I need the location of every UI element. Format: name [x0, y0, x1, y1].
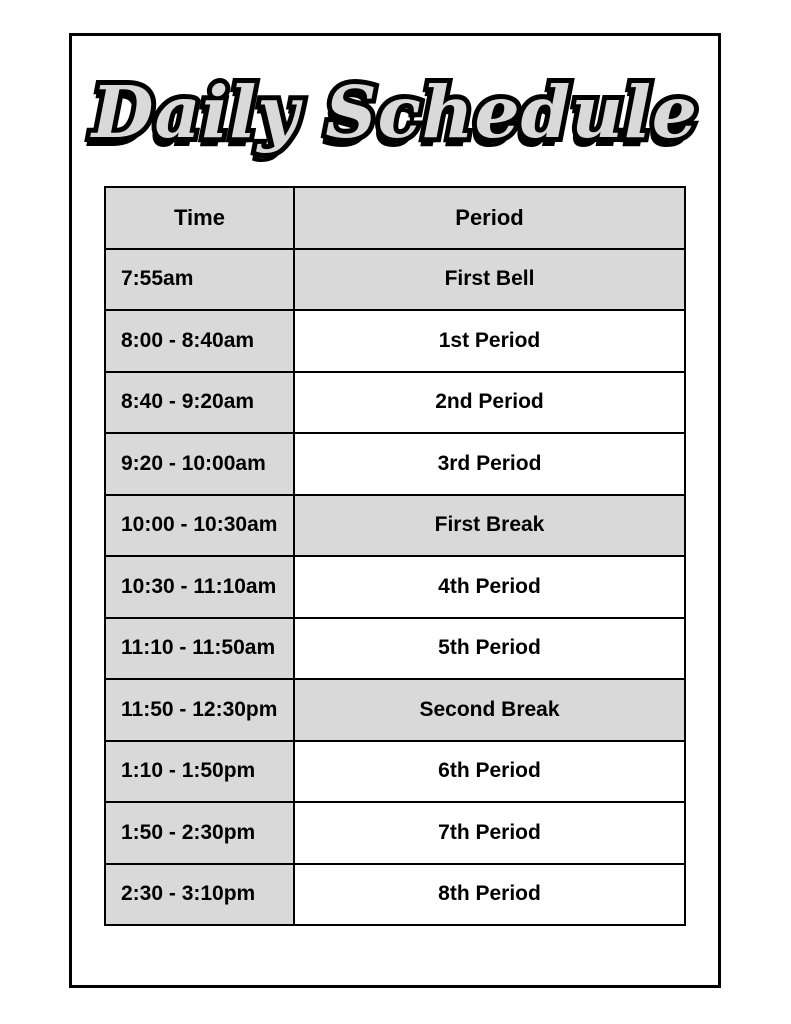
period-cell: 2nd Period [294, 372, 685, 434]
table-row [105, 556, 685, 618]
table-row [105, 618, 685, 680]
column-header-time: Time [105, 187, 294, 249]
page-title: Daily Schedule Daily Schedule [72, 70, 718, 154]
page-frame [69, 33, 721, 988]
table-row [105, 249, 685, 311]
period-cell: First Break [294, 495, 685, 557]
time-cell: 1:10 - 1:50pm [105, 741, 294, 803]
time-cell: 2:30 - 3:10pm [105, 864, 294, 926]
table-row [105, 433, 685, 495]
period-cell: First Bell [294, 249, 685, 311]
table-row [105, 679, 685, 741]
table-row [105, 864, 685, 926]
time-cell: 11:10 - 11:50am [105, 618, 294, 680]
header-row [105, 187, 685, 249]
time-cell: 8:40 - 9:20am [105, 372, 294, 434]
table-row [105, 495, 685, 557]
time-cell: 1:50 - 2:30pm [105, 802, 294, 864]
period-cell: 7th Period [294, 802, 685, 864]
time-cell: 10:30 - 11:10am [105, 556, 294, 618]
time-cell: 8:00 - 8:40am [105, 310, 294, 372]
period-cell: 1st Period [294, 310, 685, 372]
column-header-period: Period [294, 187, 685, 249]
period-cell: Second Break [294, 679, 685, 741]
period-cell: 6th Period [294, 741, 685, 803]
period-cell: 5th Period [294, 618, 685, 680]
table-row [105, 802, 685, 864]
time-cell: 10:00 - 10:30am [105, 495, 294, 557]
time-cell: 7:55am [105, 249, 294, 311]
time-cell: 9:20 - 10:00am [105, 433, 294, 495]
schedule-table [104, 186, 686, 926]
period-cell: 4th Period [294, 556, 685, 618]
table-row [105, 310, 685, 372]
schedule-body [105, 249, 685, 926]
period-cell: 8th Period [294, 864, 685, 926]
time-cell: 11:50 - 12:30pm [105, 679, 294, 741]
table-row [105, 741, 685, 803]
period-cell: 3rd Period [294, 433, 685, 495]
table-row [105, 372, 685, 434]
